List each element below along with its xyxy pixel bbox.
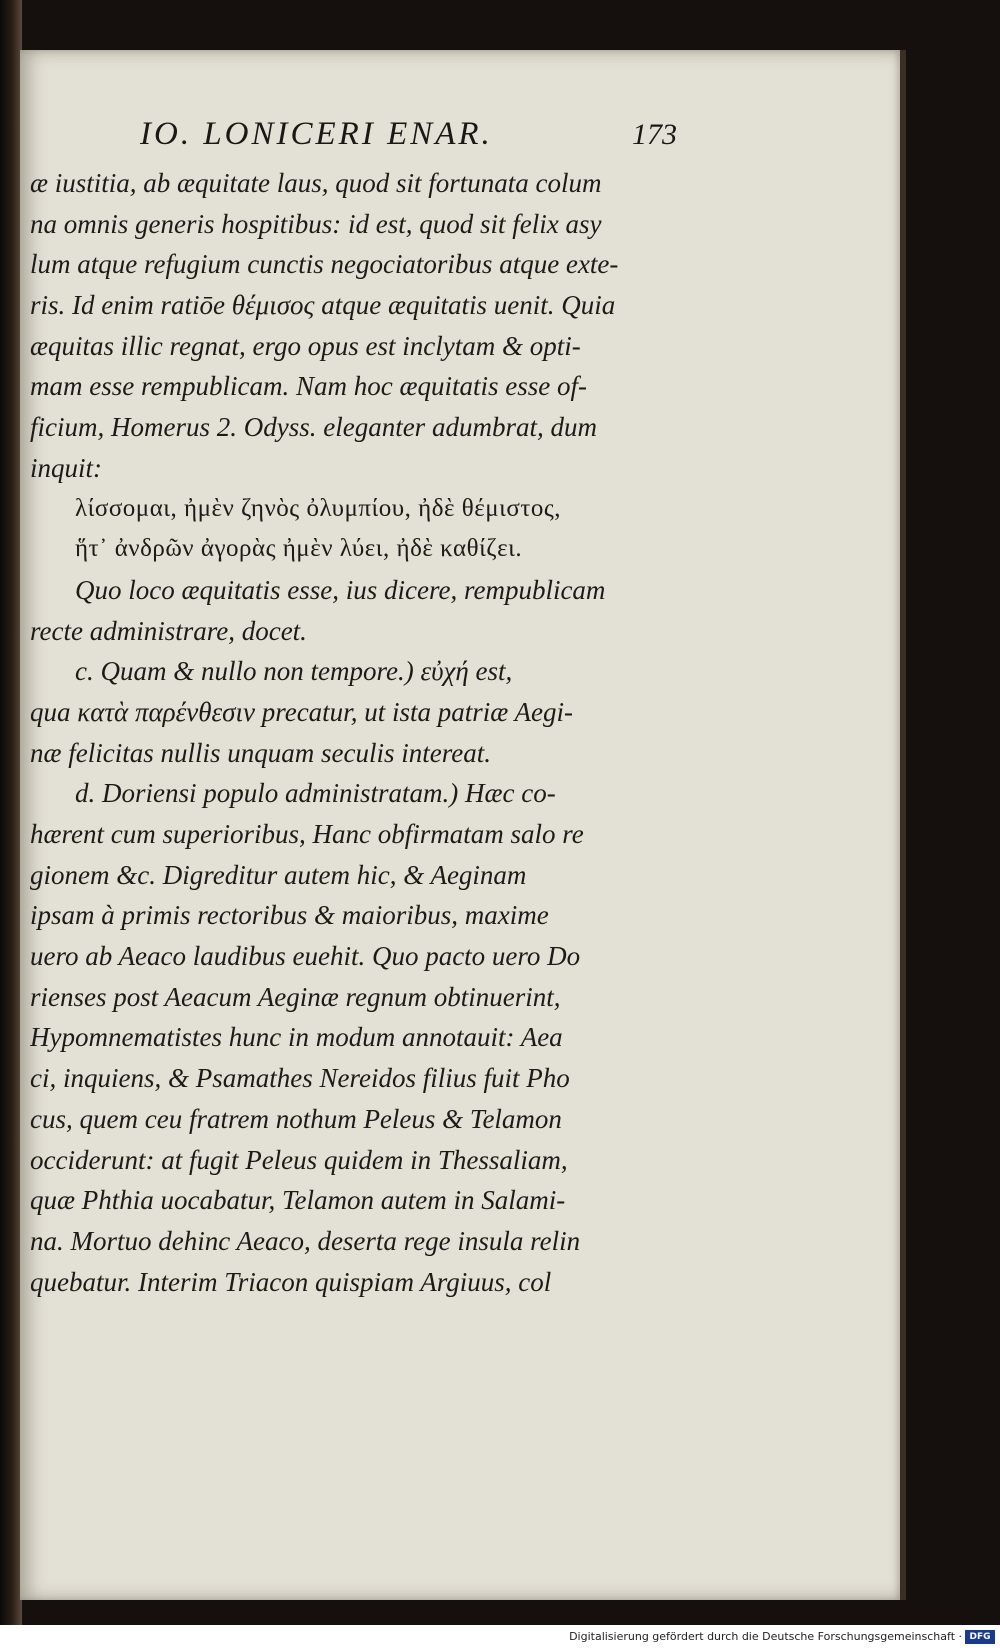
text-line: inquit: [30, 452, 102, 483]
text-block [30, 163, 710, 1302]
text-line: na omnis generis hospitibus: id est, quod sit felix asy [30, 208, 602, 239]
funding-credit: Digitalisierung gefördert durch die Deutsche Forschungsgemeinschaft · [569, 1630, 962, 1643]
commentary-lemma-d: d. Doriensi populo administratam.) Hæc co- [75, 778, 556, 809]
text-line: ipsam à primis rectoribus & maioribus, maxime [30, 900, 549, 931]
dfg-logo: DFG [965, 1630, 995, 1644]
text-line: æ iustitia, ab æquitate laus, quod sit fortunata colum [30, 168, 602, 198]
greek-quote-line: ἥτ᾽ ἀνδρῶν ἀγορὰς ἠμὲν λύει, ἠδὲ καθίζει. [75, 535, 523, 563]
text-line: næ felicitas nullis unquam seculis intereat. [30, 737, 491, 768]
text-line: ris. Id enim ratiōe θέμισος atque æquitatis uenit. Quia [30, 290, 616, 321]
text-line: Hypomnematistes hunc in modum annotauit: Aea [30, 1022, 563, 1053]
text-line: recte administrare, docet. [30, 615, 307, 646]
book-page [20, 50, 900, 1600]
page-edge [900, 50, 906, 1600]
greek-quote-line: λίσσομαι, ἠμὲν ζηνὸς ὀλυμπίου, ἠδὲ θέμιστος, [75, 494, 562, 522]
text-line: quæ Phthia uocabatur, Telamon autem in Salami- [30, 1185, 566, 1216]
text-line: mam esse rempublicam. Nam hoc æquitatis esse of- [30, 371, 587, 402]
text-line: gionem &c. Digreditur autem hic, & Aeginam [30, 859, 527, 890]
commentary-lemma-c: c. Quam & nullo non tempore.) εὐχή est, [75, 656, 513, 687]
text-line: rienses post Aeacum Aeginæ regnum obtinuerint, [30, 981, 561, 1012]
text-line: cus, quem ceu fratrem nothum Peleus & Telamon [30, 1103, 562, 1134]
text-line: occiderunt: at fugit Peleus quidem in Thessaliam, [30, 1144, 568, 1175]
text-line: hærent cum superioribus, Hanc obfirmatam salo re [30, 819, 584, 849]
page-header [20, 116, 900, 156]
page-number: 173 [632, 118, 677, 151]
text-line: lum atque refugium cunctis negociatoribus atque exte- [30, 249, 619, 280]
book-spine [0, 0, 22, 1625]
text-line: na. Mortuo dehinc Aeaco, deserta rege insula relin [30, 1225, 581, 1256]
text-line: ci, inquiens, & Psamathes Nereidos filius fuit Pho [30, 1063, 570, 1094]
text-line: quebatur. Interim Triacon quispiam Argiuus, col [30, 1266, 552, 1297]
digitization-footer [0, 1625, 1000, 1650]
text-line: qua κατὰ παρένθεσιν precatur, ut ista patriæ Aegi- [30, 696, 573, 727]
text-line: Quo loco æquitatis esse, ius dicere, rempublicam [75, 574, 606, 605]
text-line: uero ab Aeaco laudibus euehit. Quo pacto uero Do [30, 941, 581, 972]
text-line: æquitas illic regnat, ergo opus est inclytam & opti- [30, 330, 581, 361]
running-title: IO. LONICERI ENAR. [140, 116, 493, 152]
text-line: ficium, Homerus 2. Odyss. eleganter adumbrat, dum [30, 412, 597, 443]
